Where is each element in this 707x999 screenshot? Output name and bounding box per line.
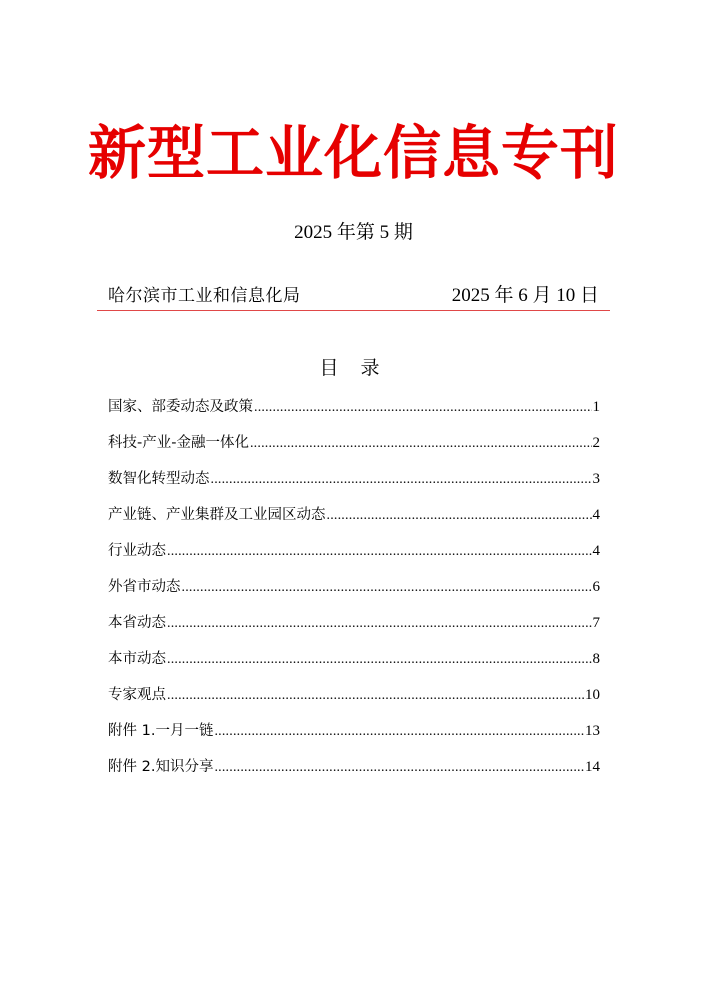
toc-entry-label: 外省市动态 [108, 579, 181, 595]
issue-number: 2025 年第 5 期 [294, 222, 413, 243]
table-of-contents [108, 395, 600, 791]
toc-entry[interactable] [108, 431, 600, 467]
toc-entry-page: 10 [585, 687, 600, 703]
toc-entry-page: 4 [592, 543, 600, 559]
toc-entry-page: 7 [592, 615, 600, 631]
toc-entry-label: 附件 1.一月一链 [108, 723, 214, 739]
toc-entry[interactable] [108, 683, 600, 719]
toc-entry[interactable] [108, 647, 600, 683]
toc-entry-page: 1 [592, 399, 600, 415]
toc-entry-label: 附件 2.知识分享 [108, 759, 214, 775]
publish-date: 2025 年 6 月 10 日 [451, 285, 599, 306]
toc-entry[interactable] [108, 503, 600, 539]
toc-entry-page: 8 [592, 651, 600, 667]
toc-entry-label: 专家观点 [108, 687, 166, 703]
toc-entry-label: 国家、部委动态及政策 [108, 399, 253, 415]
toc-entry-page: 3 [592, 471, 600, 487]
toc-entry-label: 数智化转型动态 [108, 471, 210, 487]
toc-entry[interactable] [108, 575, 600, 611]
publisher-name: 哈尔滨市工业和信息化局 [108, 286, 301, 306]
toc-entry-page: 4 [592, 507, 600, 523]
header-divider [97, 310, 610, 311]
toc-entry-page: 6 [592, 579, 600, 595]
toc-leader-dots [167, 684, 584, 708]
toc-entry-page: 14 [585, 759, 600, 775]
toc-leader-dots [254, 396, 592, 420]
toc-leader-dots [250, 432, 592, 456]
toc-leader-dots [327, 504, 592, 528]
toc-leader-dots [214, 756, 584, 780]
document-title: 新型工业化信息专刊 [87, 119, 619, 187]
toc-entry-page: 2 [592, 435, 600, 451]
toc-heading: 目 录 [319, 357, 388, 379]
toc-entry[interactable] [108, 755, 600, 791]
toc-entry-label: 产业链、产业集群及工业园区动态 [108, 507, 326, 523]
toc-entry[interactable] [108, 611, 600, 647]
toc-leader-dots [167, 612, 592, 636]
toc-entry-label: 本市动态 [108, 651, 166, 667]
toc-leader-dots [167, 540, 592, 564]
toc-entry-label: 本省动态 [108, 615, 166, 631]
toc-entry[interactable] [108, 539, 600, 575]
toc-leader-dots [211, 468, 592, 492]
toc-leader-dots [214, 720, 584, 744]
toc-entry-page: 13 [585, 723, 600, 739]
toc-entry[interactable] [108, 395, 600, 431]
toc-entry-label: 行业动态 [108, 543, 166, 559]
toc-leader-dots [167, 648, 592, 672]
toc-leader-dots [182, 576, 592, 600]
toc-entry[interactable] [108, 719, 600, 755]
toc-entry[interactable] [108, 467, 600, 503]
toc-entry-label: 科技-产业-金融一体化 [108, 435, 249, 451]
